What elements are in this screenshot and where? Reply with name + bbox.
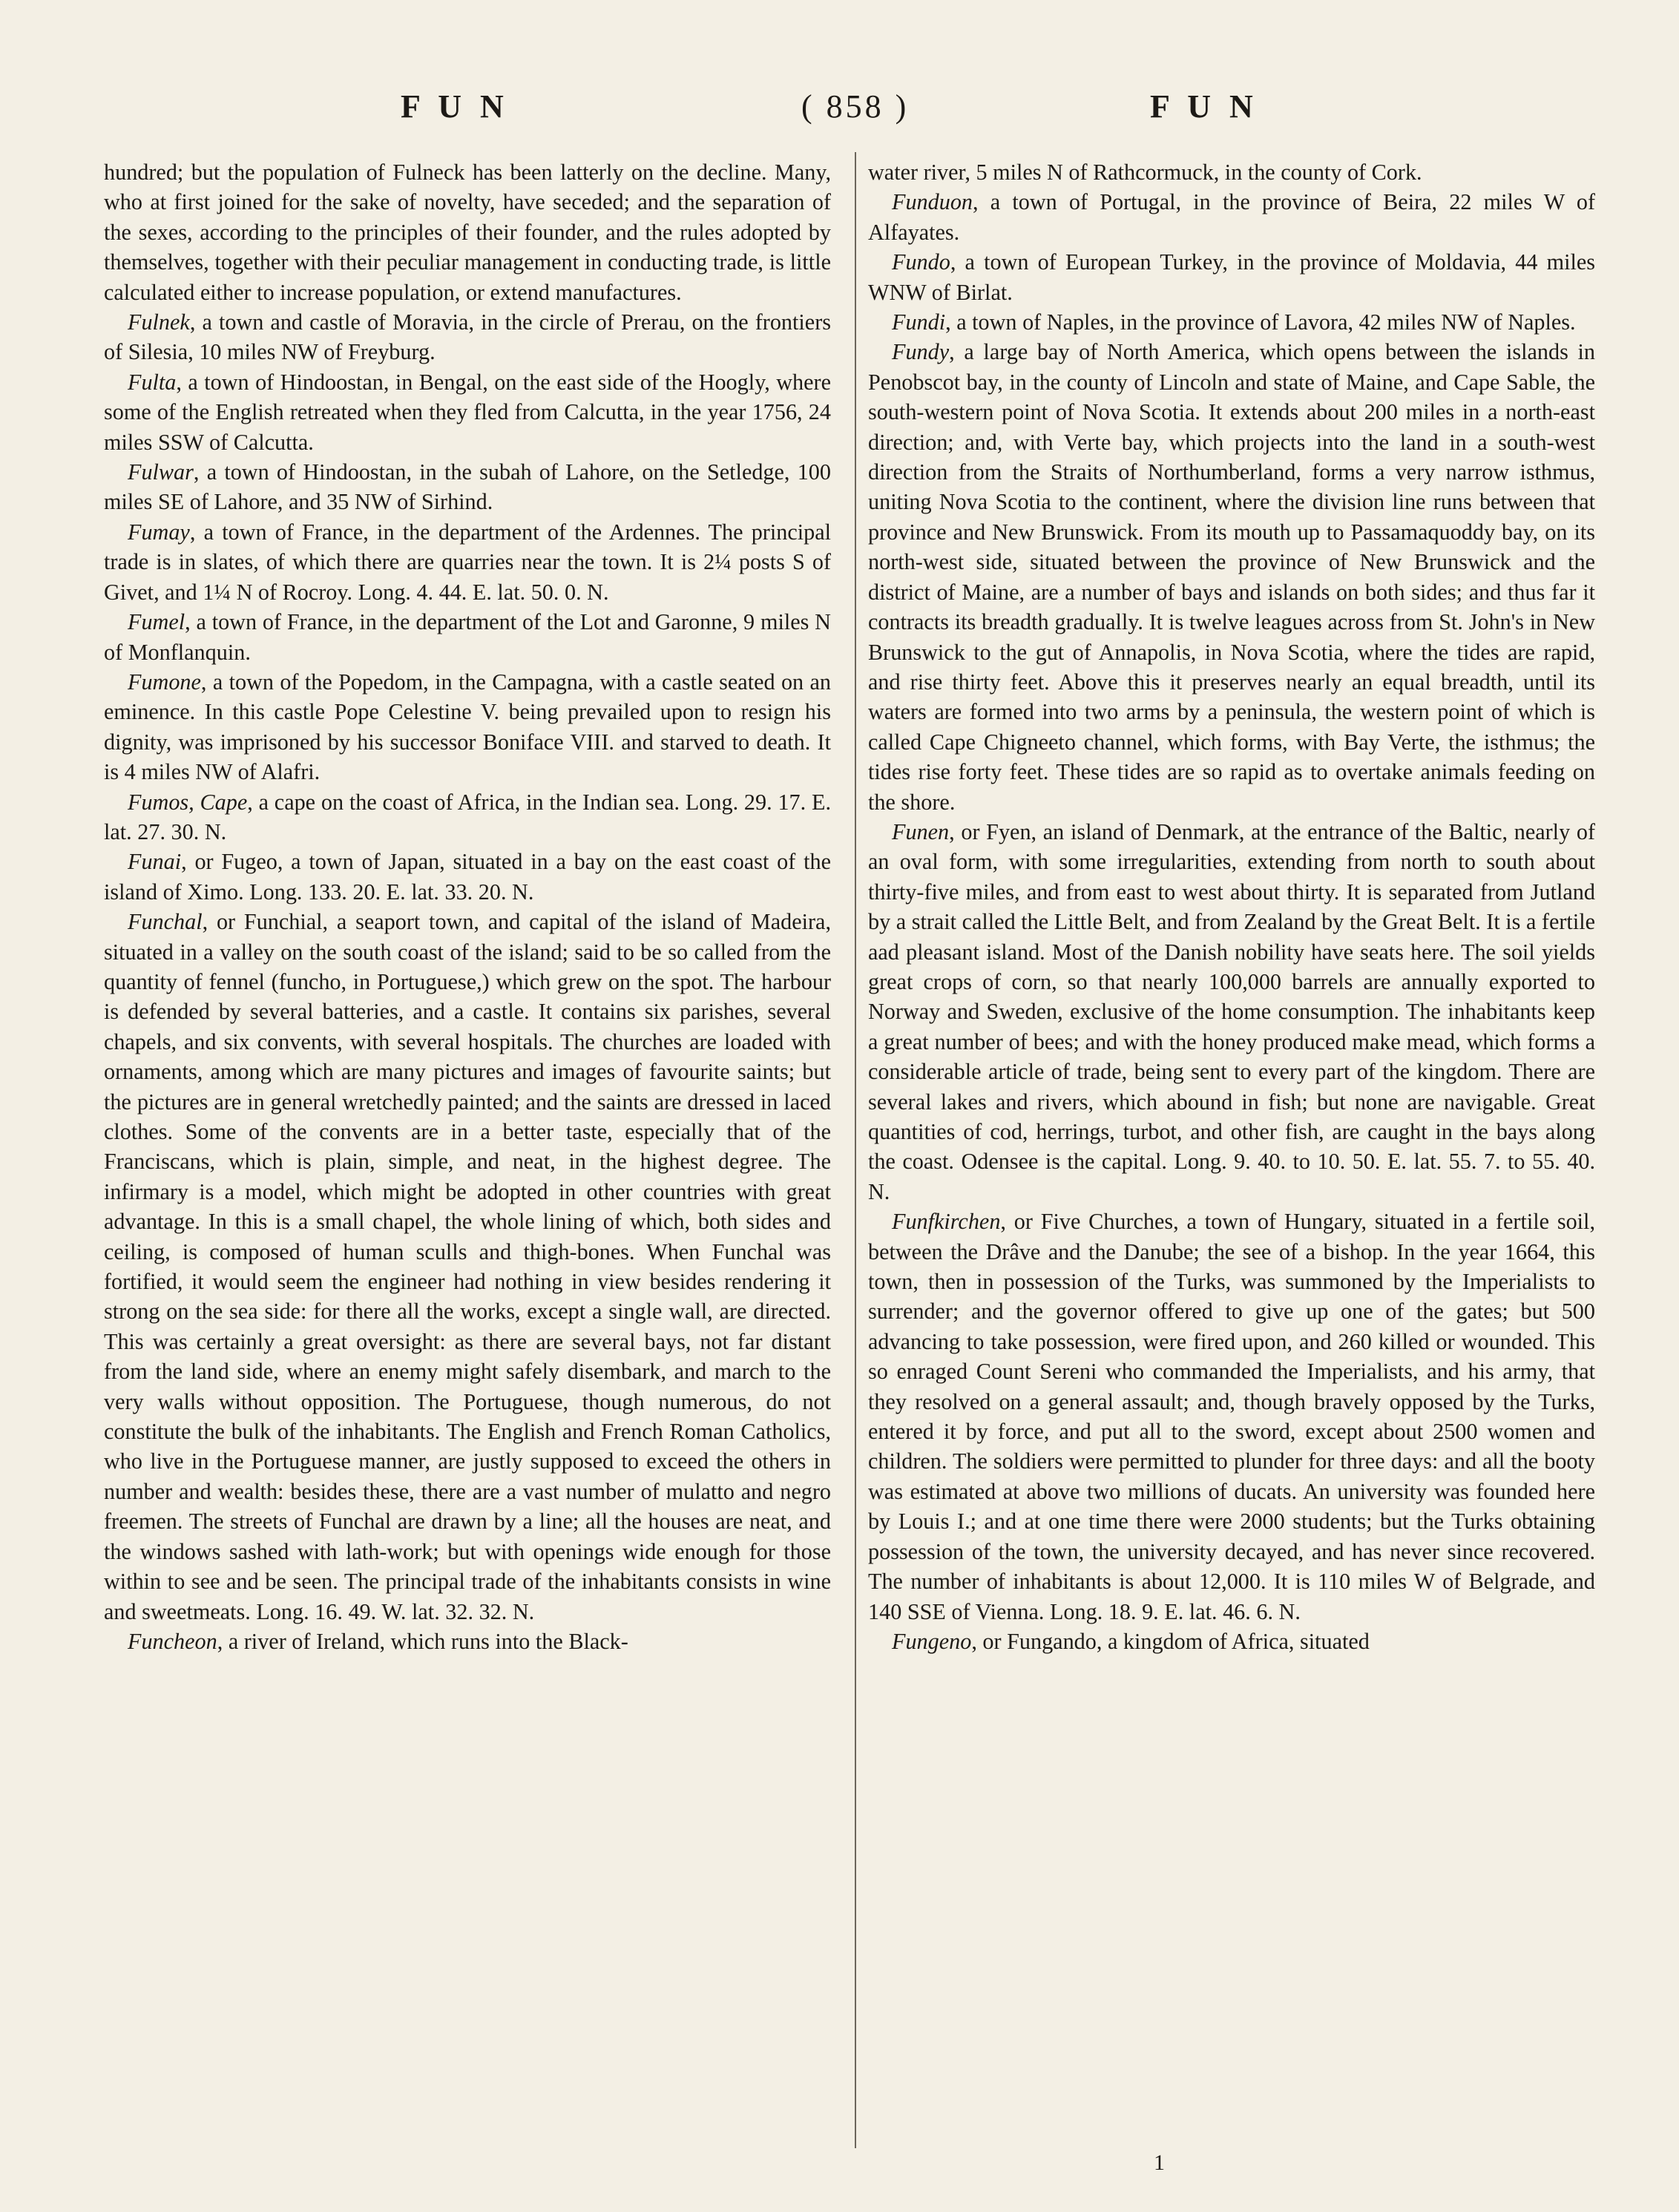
header-right-word: F U N <box>1150 88 1258 125</box>
headword: Funcheon <box>128 1628 217 1654</box>
entry <box>104 667 831 787</box>
entry-text: , or Five Churches, a town of Hungary, situated in a fertile soil, between the Drâve and the Danube; the see of a bishop. In the year 1664, this town, then in possession of the Turks, was summoned by the Imperialists to surrender; and the governor offered to give up one of the gates; but 500 advancing to take possession, were fired upon, and 260 killed or wounded. This so enraged Count Sereni who commanded the Imperialists, and his army, that they resolved on a general assault; and, though bravely opposed by the Turks, entered it by force, and put all to the sword, except about 2500 women and children. The soldiers were permitted to plunder for three days: and all the booty was estimated at above two millions of ducats. An university was founded here by Louis I.; and at one time there were 2000 students; but the Turks obtaining possession of the town, the university decayed, and has never since recovered. The number of inhabitants is about 12,000. It is 110 miles W of Belgrade, and 140 SSE of Vienna. Long. 18. 9. E. lat. 46. 6. N. <box>868 1209 1595 1624</box>
headword: Fundy <box>892 339 950 365</box>
entry <box>868 817 1595 1207</box>
headword: Fundi <box>892 309 946 335</box>
entry-text: , or Fungando, a kingdom of Africa, situated <box>971 1628 1370 1654</box>
signature-mark: 1 <box>1154 2150 1165 2175</box>
entry-text: , a town of Hindoostan, in Bengal, on the east side of the Hoogly, where some of the English retreated when they fled from Calcutta, in the year 1756, 24 miles SSW of Calcutta. <box>104 369 831 455</box>
entry-text: water river, 5 miles N of Rathcormuck, in the county of Cork. <box>868 160 1422 185</box>
entry <box>104 847 831 907</box>
headword: Fumone <box>128 669 201 695</box>
entry-text: , a town of Naples, in the province of Lavora, 42 miles NW of Naples. <box>945 309 1576 335</box>
header-left-word: F U N <box>401 88 509 125</box>
headword: Fumel <box>128 609 185 635</box>
entry <box>868 307 1595 337</box>
entry-text: , a town of France, in the department of the Ardennes. The principal trade is in slates, of which there are quarries near the town. It is 2¼ posts S of Givet, and 1¼ N of Rocroy. Long. 4. 44. E. lat. 50. 0. N. <box>104 519 831 605</box>
entry-text: , a river of Ireland, which runs into the Black- <box>217 1628 628 1654</box>
entry <box>868 247 1595 307</box>
headword: Fundo <box>892 249 950 275</box>
entry-text: , a town of European Turkey, in the province of Moldavia, 44 miles WNW of Birlat. <box>868 249 1595 305</box>
left-column <box>104 157 831 2161</box>
headword: Funen <box>892 818 950 844</box>
headword: Funai <box>128 849 182 875</box>
entry-text: hundred; but the population of Fulneck has been latterly on the decline. Many, who at first joined for the sake of novelty, have seceded; and the separation of the sexes, according to the principles of their founder, and the rules adopted by themselves, together with their peculiar management in conducting trade, is little calculated either to increase population, or extend manufactures. <box>104 160 831 305</box>
entry <box>104 907 831 1627</box>
headword: Fumay <box>128 519 190 545</box>
headword: Funchal <box>128 909 203 935</box>
page-number: ( 858 ) <box>801 88 910 125</box>
entry <box>104 1627 831 1656</box>
right-column <box>868 157 1595 2161</box>
entry-text: , or Fugeo, a town of Japan, situated in a bay on the east coast of the island of Ximo. Long. 133. 20. E. lat. 33. 20. N. <box>104 849 831 905</box>
entry <box>868 157 1595 187</box>
headword: Fulta <box>128 369 177 395</box>
headword: Funduon <box>892 189 973 215</box>
entry <box>104 367 831 457</box>
entry-text: , or Fyen, an island of Denmark, at the entrance of the Baltic, nearly of an oval form, with some irregularities, extending from north to south about thirty-five miles, and from east to west about thirty. It is separated from Jutland by a strait called the Little Belt, and from Zealand by the Great Belt. It is a fertile aad pleasant island. Most of the Danish nobility have seats here. The soil yields great crops of corn, so that nearly 100,000 barrels are annually exported to Norway and Sweden, exclusive of the home consumption. The inhabitants keep a great number of bees; and with the honey produced make mead, which forms a considerable article of trade, being sent to every part of the kingdom. There are several lakes and rivers, which abound in fish; but none are navigable. Great quantities of cod, herrings, turbot, and other fish, are caught in the bays along the coast. Odensee is the capital. Long. 9. 40. to 10. 50. E. lat. 55. 7. to 55. 40. N. <box>868 818 1595 1204</box>
entry <box>104 307 831 367</box>
entry <box>104 157 831 307</box>
running-header <box>96 88 1603 140</box>
headword: Fulwar <box>128 459 194 485</box>
entry-text: , a town of the Popedom, in the Campagna, with a castle seated on an eminence. In this castle Pope Celestine V. being prevailed upon to resign his dignity, was imprisoned by his successor Boniface VIII. and starved to death. It is 4 miles NW of Alafri. <box>104 669 831 785</box>
headword: Fulnek <box>128 309 190 335</box>
entry-text: , a town and castle of Moravia, in the circle of Prerau, on the frontiers of Silesia, 10 miles NW of Freyburg. <box>104 309 831 365</box>
headword: Fungeno <box>892 1628 972 1654</box>
entry <box>104 517 831 607</box>
headword: Funfkirchen <box>892 1209 1001 1235</box>
entry-text: , a cape on the coast of Africa, in the Indian sea. Long. 29. 17. E. lat. 27. 30. N. <box>104 789 831 844</box>
entry <box>104 787 831 847</box>
entry <box>868 187 1595 247</box>
column-divider <box>855 152 856 2148</box>
entry-text: , a town of Portugal, in the province of Beira, 22 miles W of Alfayates. <box>868 189 1595 245</box>
entry-text: , a town of Hindoostan, in the subah of Lahore, on the Setledge, 100 miles SE of Lahore, and 35 NW of Sirhind. <box>104 459 831 515</box>
entry <box>104 607 831 667</box>
entry <box>104 457 831 517</box>
entry-text: , a large bay of North America, which opens between the islands in Penobscot bay, in the county of Lincoln and state of Maine, and Cape Sable, the south-western point of Nova Scotia. It extends about 200 miles in a north-east direction; and, with Verte bay, which projects into the land in a south-west direction from the Straits of Northumberland, forms a very narrow isthmus, uniting Nova Scotia to the continent, where the division line runs between that province and New Brunswick. From its mouth up to Passamaquoddy bay, on its north-west side, situated between the province of New Brunswick and the district of Maine, are a number of bays and islands on both sides; and thus far it contracts its breadth gradually. It is twelve leagues across from St. John's in New Brunswick to the gut of Annapolis, in Nova Scotia, where the tides are rapid, and rise thirty feet. Above this it preserves nearly an equal breadth, until its waters are formed into two arms by a peninsula, the western point of which is called Cape Chigneeto channel, which forms, with Bay Verte, the isthmus; the tides rise forty feet. These tides are so rapid as to overtake animals feeding on the shore. <box>868 339 1595 815</box>
entry <box>868 337 1595 817</box>
entry <box>868 1207 1595 1627</box>
entry-text: , a town of France, in the department of the Lot and Garonne, 9 miles N of Monflanquin. <box>104 609 831 665</box>
entry-text: , or Funchial, a seaport town, and capital of the island of Madeira, situated in a valley on the south coast of the island; said to be so called from the quantity of fennel (funcho, in Portuguese,) which grew on the spot. The harbour is defended by several batteries, and a castle. It contains six parishes, several chapels, and six convents, with several hospitals. The churches are loaded with ornaments, among which are many pictures and images of favourite saints; but the pictures are in general wretchedly painted; and the saints are dressed in laced clothes. Some of the convents are in a better taste, especially that of the Franciscans, which is plain, simple, and neat, in the highest degree. The infirmary is a model, which might be adopted in other countries with great advantage. In this is a small chapel, the whole lining of which, both sides and ceiling, is composed of human sculls and thigh-bones. When Funchal was fortified, it would seem the engineer had nothing in view besides rendering it strong on the sea side: for there all the works, except a single wall, are directed. This was certainly a great oversight: as there are several bays, not far distant from the land side, where an enemy might safely disembark, and march to the very walls without opposition. The Portuguese, though numerous, do not constitute the bulk of the inhabitants. The English and French Roman Catholics, who live in the Portuguese manner, are justly supposed to exceed the others in number and wealth: besides these, there are a vast number of mulatto and negro freemen. The streets of Funchal are drawn by a line; all the houses are neat, and the windows sashed with lath-work; but with openings wide enough for those within to see and be seen. The principal trade of the inhabitants consists in wine and sweetmeats. Long. 16. 49. W. lat. 32. 32. N. <box>104 909 831 1624</box>
headword: Fumos, Cape <box>128 789 248 815</box>
entry <box>868 1627 1595 1656</box>
